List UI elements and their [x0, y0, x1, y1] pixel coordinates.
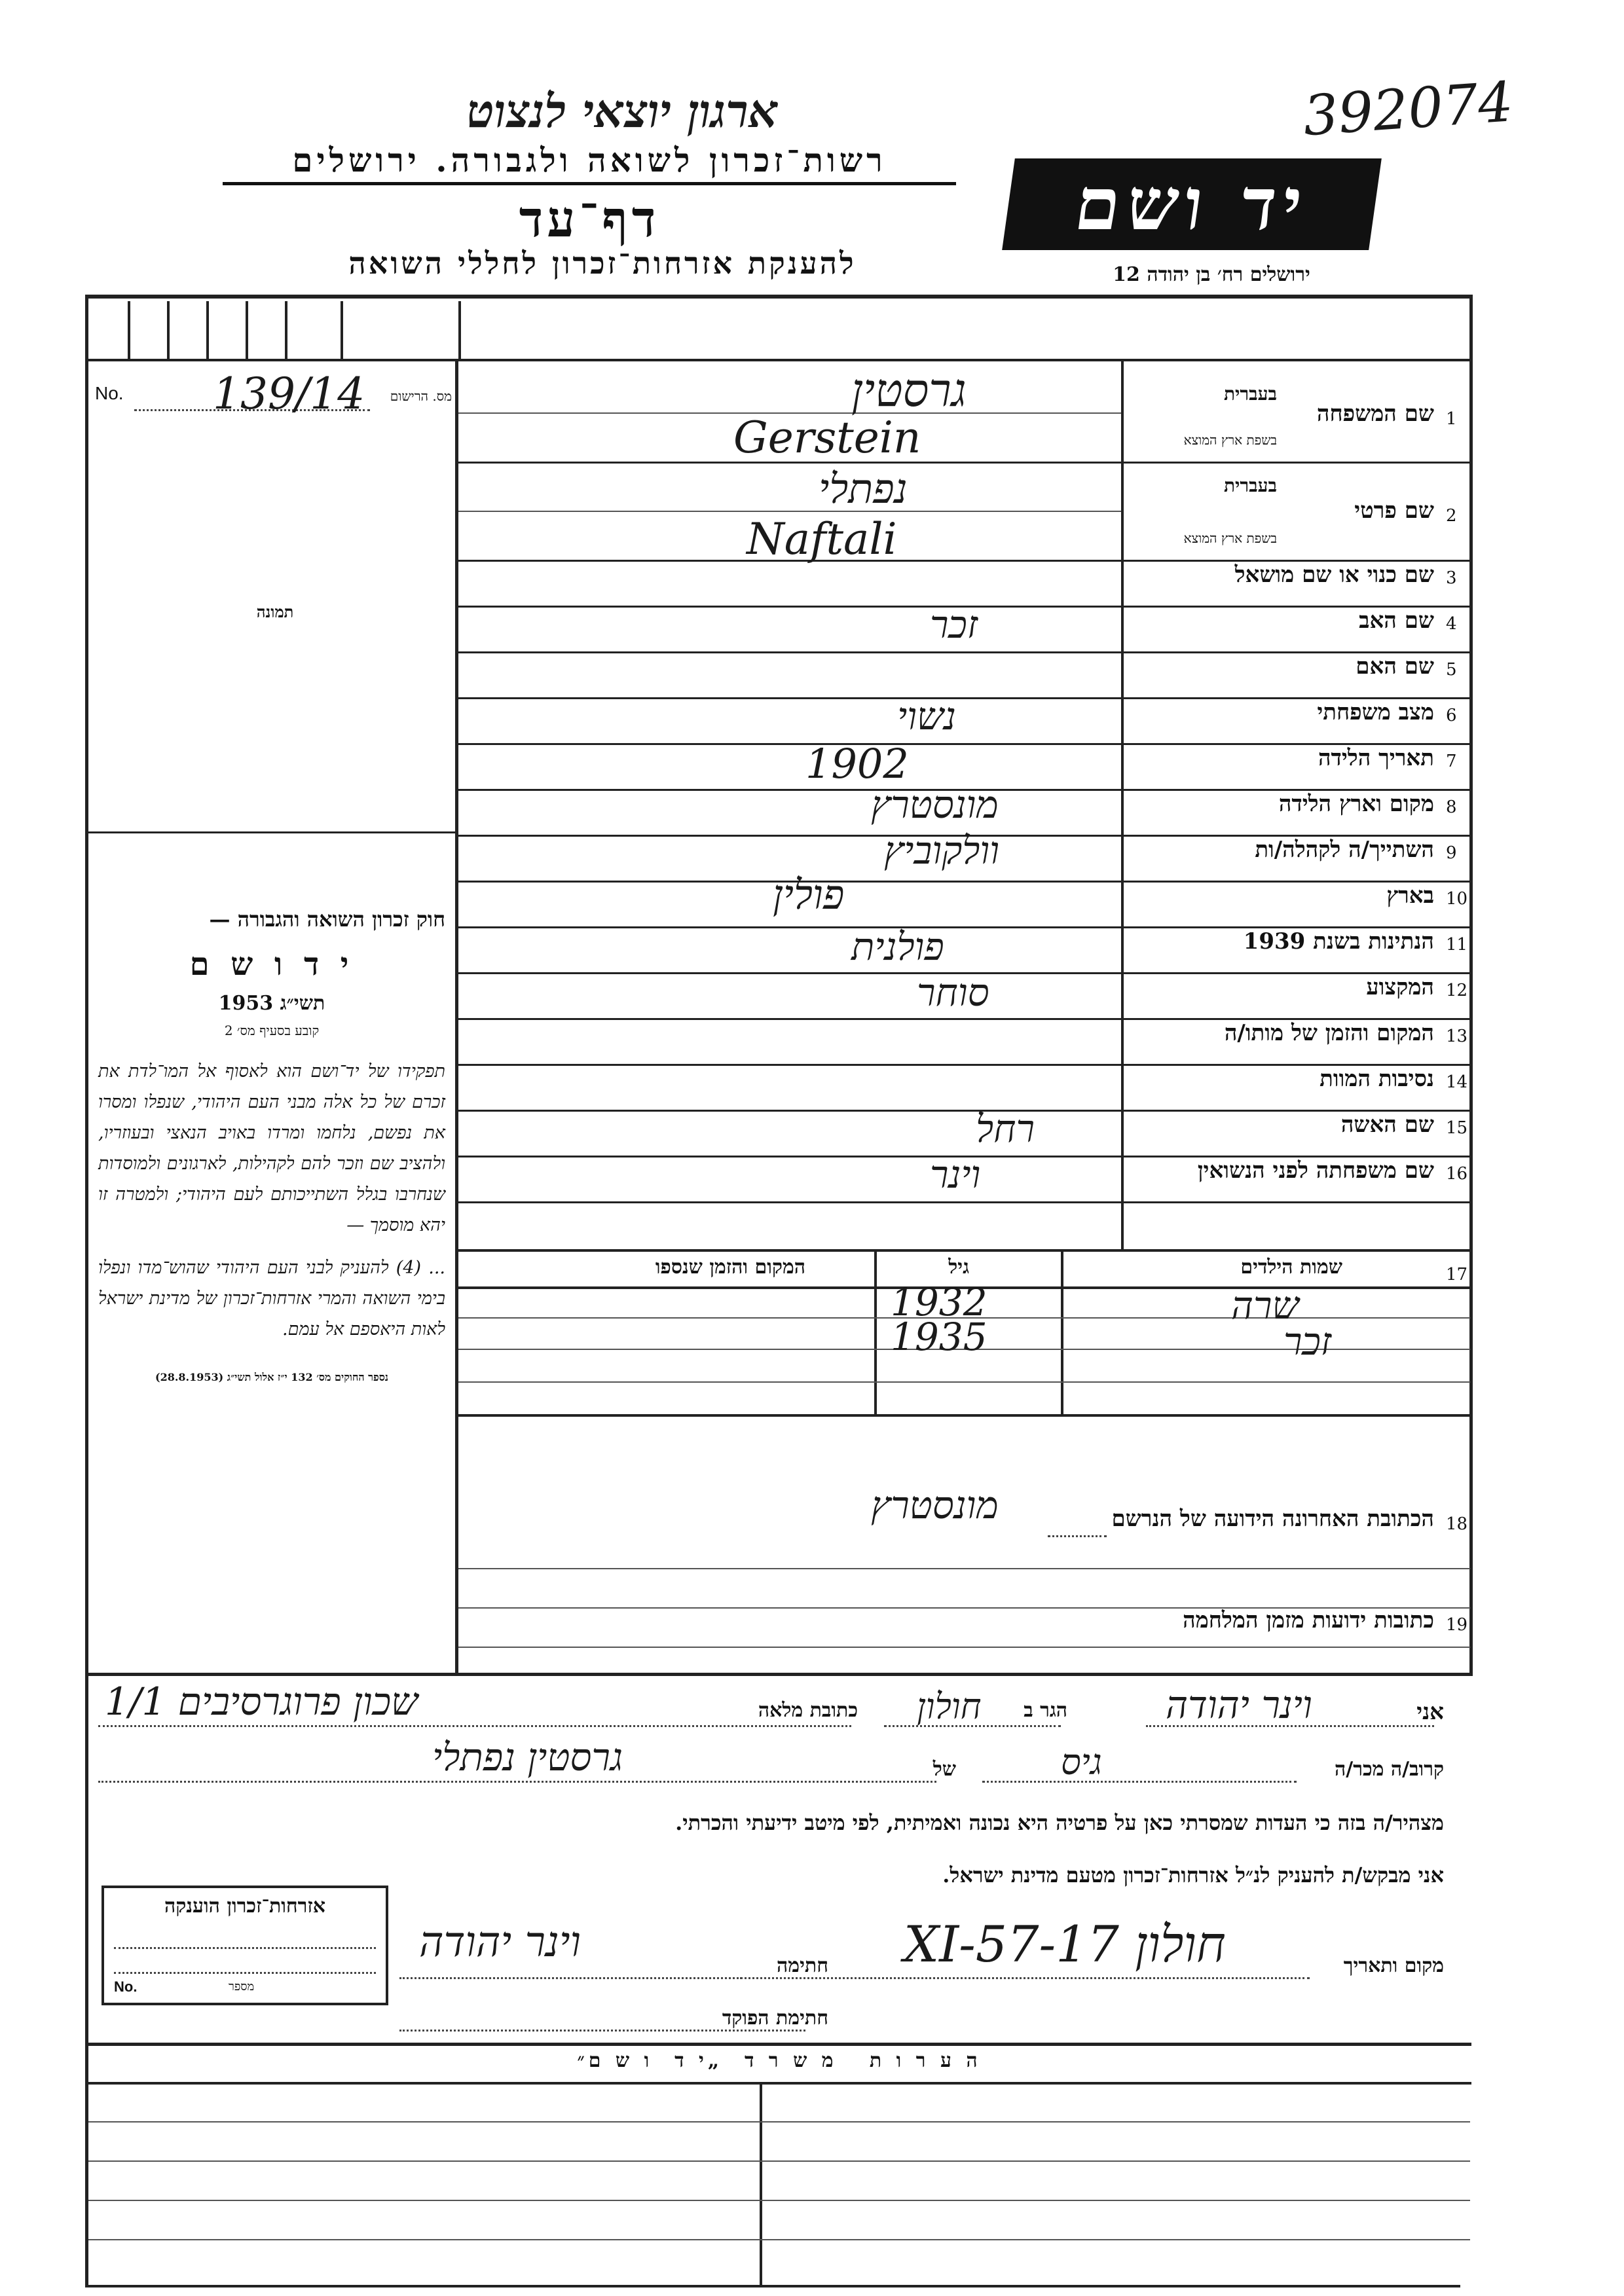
- field-8-value: מונסטרץ: [871, 782, 999, 827]
- full-address-label: כתובת מלאה: [758, 1699, 858, 1722]
- yad-vashem-logo: יד ושם: [1002, 158, 1382, 250]
- place-date-label: מקום ותאריך: [1343, 1954, 1444, 1977]
- law-name: י ד ו ש ם: [189, 946, 354, 983]
- organization-stamp: ארגון יוצאי לנצוט: [466, 84, 778, 138]
- declaration-text-1: מצהיר/ה בזה כי העדות שמסרתי כאן על פרטיה היא נכונה ואמיתית, לפי מיטב ידיעתי והכרתי.: [675, 1810, 1444, 1835]
- field-11-value: פולנית: [851, 924, 944, 969]
- authority-title: רשות־זכרון לשואה ולגבורה. ירושלים: [223, 141, 956, 185]
- frame-bottom: [85, 2285, 1460, 2287]
- law-year: תשי״ג 1953: [218, 992, 325, 1015]
- residing-value: חולון: [917, 1686, 982, 1727]
- field-9-number: 9: [1446, 843, 1457, 863]
- law-paragraph-1: תפקידו של יד־ושם הוא לאסוף אל המו־לדת את זכרם של כל אלה מבני העם היהודי, שנפלו ומסרו את נפשם, נלחמו ומרדו באויב הנאצי ובעוזריו, ולהציב שם וזכר להם לקהילות, לארגונים ולמוסדות שנחרבו בגלל השתייכותם לעם היהודי; ולמטרה זו יהא מוסמך —: [98, 1061, 445, 1235]
- of-label: של: [932, 1758, 956, 1781]
- notes-line: [88, 2160, 1470, 2162]
- field-18-label: הכתובת האחרונה הידועה של הנרשם: [1111, 1506, 1434, 1532]
- relative-value: גיס: [1061, 1741, 1102, 1783]
- field-2-number: 2: [1446, 506, 1457, 526]
- field-19-number: 19: [1446, 1615, 1468, 1635]
- strip-cell: [167, 301, 170, 359]
- field-15-number: 15: [1446, 1118, 1468, 1138]
- child-2-age: 1935: [891, 1315, 987, 1359]
- registration-no-label: No.: [95, 383, 124, 403]
- top-strip-bottom: [88, 359, 1471, 361]
- children-row-sep: [458, 1381, 1470, 1383]
- logo-address: ירושלים רח׳ בן יהודה 12: [1113, 263, 1310, 286]
- field-4-value: זכר: [930, 602, 978, 647]
- field-8-number: 8: [1446, 797, 1457, 817]
- registration-number-field: [95, 369, 452, 419]
- field-7-value: 1902: [805, 740, 909, 788]
- declaration-ani-label: אני: [1416, 1699, 1444, 1725]
- field-13-number: 13: [1446, 1027, 1468, 1046]
- field-12-value: סוחר: [917, 970, 989, 1015]
- memorial-box-number-label: מספר: [229, 1980, 255, 1994]
- law-footnote: נספר החוקים מס׳ 132 י״ז אלול תשי״ג (28.8.1953): [155, 1371, 388, 1383]
- row-sep: [458, 651, 1470, 653]
- row-sep: [458, 462, 1470, 464]
- field-2-origin-sublabel: בשפת ארץ המוצא: [1183, 530, 1277, 546]
- frame-top: [85, 295, 1472, 299]
- field-1-label: שם המשפחה: [1316, 401, 1434, 427]
- field-6-value: נשוי: [897, 694, 956, 738]
- field-16-number: 16: [1446, 1164, 1468, 1184]
- field-16-value: וינר: [930, 1152, 981, 1197]
- label-divider: [1121, 359, 1124, 1250]
- field-10-label: בארץ: [1386, 883, 1434, 909]
- place-date-value: חולון 17-XI-57: [904, 1915, 1226, 1973]
- residing-label: הגר ב: [1024, 1699, 1067, 1722]
- field-15-label: שם האשה: [1340, 1112, 1434, 1138]
- children-names-header: שמות הילדים: [1240, 1256, 1342, 1279]
- archive-number: 392074: [1301, 69, 1515, 149]
- field-7-number: 7: [1446, 752, 1457, 771]
- notes-line: [88, 2200, 1470, 2201]
- field-19-line: [458, 1647, 1470, 1648]
- law-clause: קובע בסעיף מס׳ 2: [224, 1023, 320, 1038]
- field-15-value: רחל: [976, 1106, 1035, 1151]
- child-2-name: זכר: [1283, 1319, 1332, 1364]
- declaration-top: [88, 1673, 1471, 1676]
- field-2-value-origin: Naftali: [747, 514, 897, 564]
- field-7-label: תאריך הלידה: [1318, 745, 1434, 771]
- field-2-hebrew-sublabel: בעברית: [1223, 475, 1277, 496]
- field-9-label: השתייך/ה לקהלה/ות: [1255, 837, 1434, 863]
- notes-line: [88, 2121, 1470, 2123]
- strip-cell: [458, 301, 461, 359]
- strip-cell: [341, 301, 343, 359]
- strip-cell: [206, 301, 209, 359]
- field-1-value-hebrew: גרסטין: [851, 363, 967, 417]
- declarant-signature: וינר יהודה: [419, 1918, 581, 1967]
- notes-top: [88, 2043, 1471, 2046]
- full-address-value: שכון פרוגרסיבים 1/1: [105, 1679, 418, 1724]
- declarant-name: וינר יהודה: [1166, 1683, 1312, 1727]
- strip-cell: [128, 301, 130, 359]
- law-title: חוק זכרון השואה והגבורה —: [209, 907, 445, 932]
- law-paragraph-2: ... (4) להעניק לבני העם היהודי שהוש־מדו ונפלו בימי השואה והמרי אזרחות־זכרון של מדינת ישראל לאות היאספם אל עמם.: [98, 1258, 445, 1339]
- field-1-hebrew-sublabel: בעברית: [1223, 383, 1277, 405]
- field-3-number: 3: [1446, 568, 1457, 588]
- official-signature-label: חתימת הפוקד: [722, 2007, 828, 2030]
- row-inner-sep: [458, 511, 1121, 512]
- row-sep: [458, 881, 1470, 883]
- signature-label: חתימה: [777, 1954, 828, 1977]
- field-2-value-hebrew: נפתלי: [819, 465, 908, 513]
- field-6-label: מצב משפחתי: [1317, 699, 1434, 725]
- children-col-divider-1: [874, 1250, 877, 1414]
- field-5-number: 5: [1446, 660, 1457, 680]
- field-10-number: 10: [1446, 889, 1468, 909]
- registration-number-value: 139/14: [213, 369, 365, 419]
- registration-label: מס. הרישום: [390, 388, 452, 404]
- field-11-label: הנתינות בשנת 1939: [1243, 928, 1434, 955]
- field-2-label: שם פרטי: [1354, 498, 1434, 524]
- children-age-header: גיל: [948, 1256, 969, 1279]
- row-sep: [458, 1110, 1470, 1112]
- field-18-number: 18: [1446, 1514, 1468, 1534]
- field-3-label: שם כנוי או שם מושאל: [1234, 562, 1434, 588]
- notes-title: ה ע ר ו ת מ ש ר ד „י ד ו ש ם״: [577, 2049, 982, 2072]
- frame-right: [1469, 295, 1473, 1676]
- memorial-box-title: אזרחות־זכרון הוענקה: [164, 1895, 326, 1918]
- frame-left: [85, 295, 88, 2286]
- strip-cell: [285, 301, 287, 359]
- form-subtitle: להענקת אזרחות־זכרון לחללי השואה: [348, 246, 857, 281]
- form-title: דף־עד: [519, 190, 660, 248]
- children-col-divider-2: [1061, 1250, 1063, 1414]
- strip-cell: [246, 301, 248, 359]
- children-place-header: המקום והזמן שנספו: [655, 1256, 805, 1279]
- field-19-label: כתובות ידועות מזמן המלחמה: [1183, 1607, 1434, 1633]
- field-1-number: 1: [1446, 409, 1457, 429]
- field-10-value: פולין: [773, 871, 845, 919]
- children-table-bottom: [458, 1414, 1470, 1417]
- notes-divider: [760, 2082, 762, 2285]
- memorial-citizenship-box: [101, 1886, 388, 2005]
- field-14-number: 14: [1446, 1072, 1468, 1092]
- field-4-label: שם האב: [1359, 608, 1434, 634]
- row-sep: [458, 1064, 1470, 1066]
- memorial-box-no-label: No.: [114, 1978, 138, 1995]
- declaration-text-2: אני מבקש/ת להעניק לנ״ל אזרחות־זכרון מטעם מדינת ישראל.: [942, 1863, 1444, 1887]
- left-column-divider: [455, 359, 458, 1675]
- field-1-value-origin: Gerstein: [733, 412, 921, 463]
- field-18-line: [458, 1568, 1470, 1569]
- notes-line: [88, 2239, 1470, 2240]
- field-11-number: 11: [1446, 935, 1468, 955]
- law-box: [98, 907, 445, 1384]
- field-18-value: מונסטרץ: [871, 1483, 999, 1527]
- field-14-label: נסיבות המוות: [1320, 1066, 1434, 1092]
- field-8-label: מקום וארץ הלידה: [1278, 791, 1434, 817]
- field-9-value: וולקוביץ: [884, 828, 1000, 873]
- field-13-label: המקום והזמן של מותו/ה: [1224, 1020, 1434, 1046]
- of-value: גרסטין נפתלי: [432, 1735, 623, 1779]
- field-5-label: שם האם: [1356, 653, 1434, 680]
- field-1-origin-sublabel: בשפת ארץ המוצא: [1183, 432, 1277, 448]
- field-12-number: 12: [1446, 981, 1468, 1000]
- row-sep: [458, 1249, 1470, 1252]
- row-sep: [458, 1201, 1470, 1203]
- child-1-name: שרה: [1231, 1283, 1299, 1328]
- child-1-age: 1932: [891, 1280, 987, 1324]
- field-16-label: שם משפחתה לפני הנשואין: [1197, 1157, 1434, 1184]
- notes-header-sep: [88, 2082, 1471, 2085]
- field-17-number: 17: [1446, 1265, 1468, 1285]
- photo-label: תמונה: [256, 602, 294, 621]
- photo-box-bottom: [88, 831, 456, 833]
- field-6-number: 6: [1446, 706, 1457, 725]
- relative-label: קרוב/ה מכר/ה: [1335, 1758, 1444, 1781]
- field-4-number: 4: [1446, 614, 1457, 634]
- field-12-label: המקצוע: [1366, 974, 1434, 1000]
